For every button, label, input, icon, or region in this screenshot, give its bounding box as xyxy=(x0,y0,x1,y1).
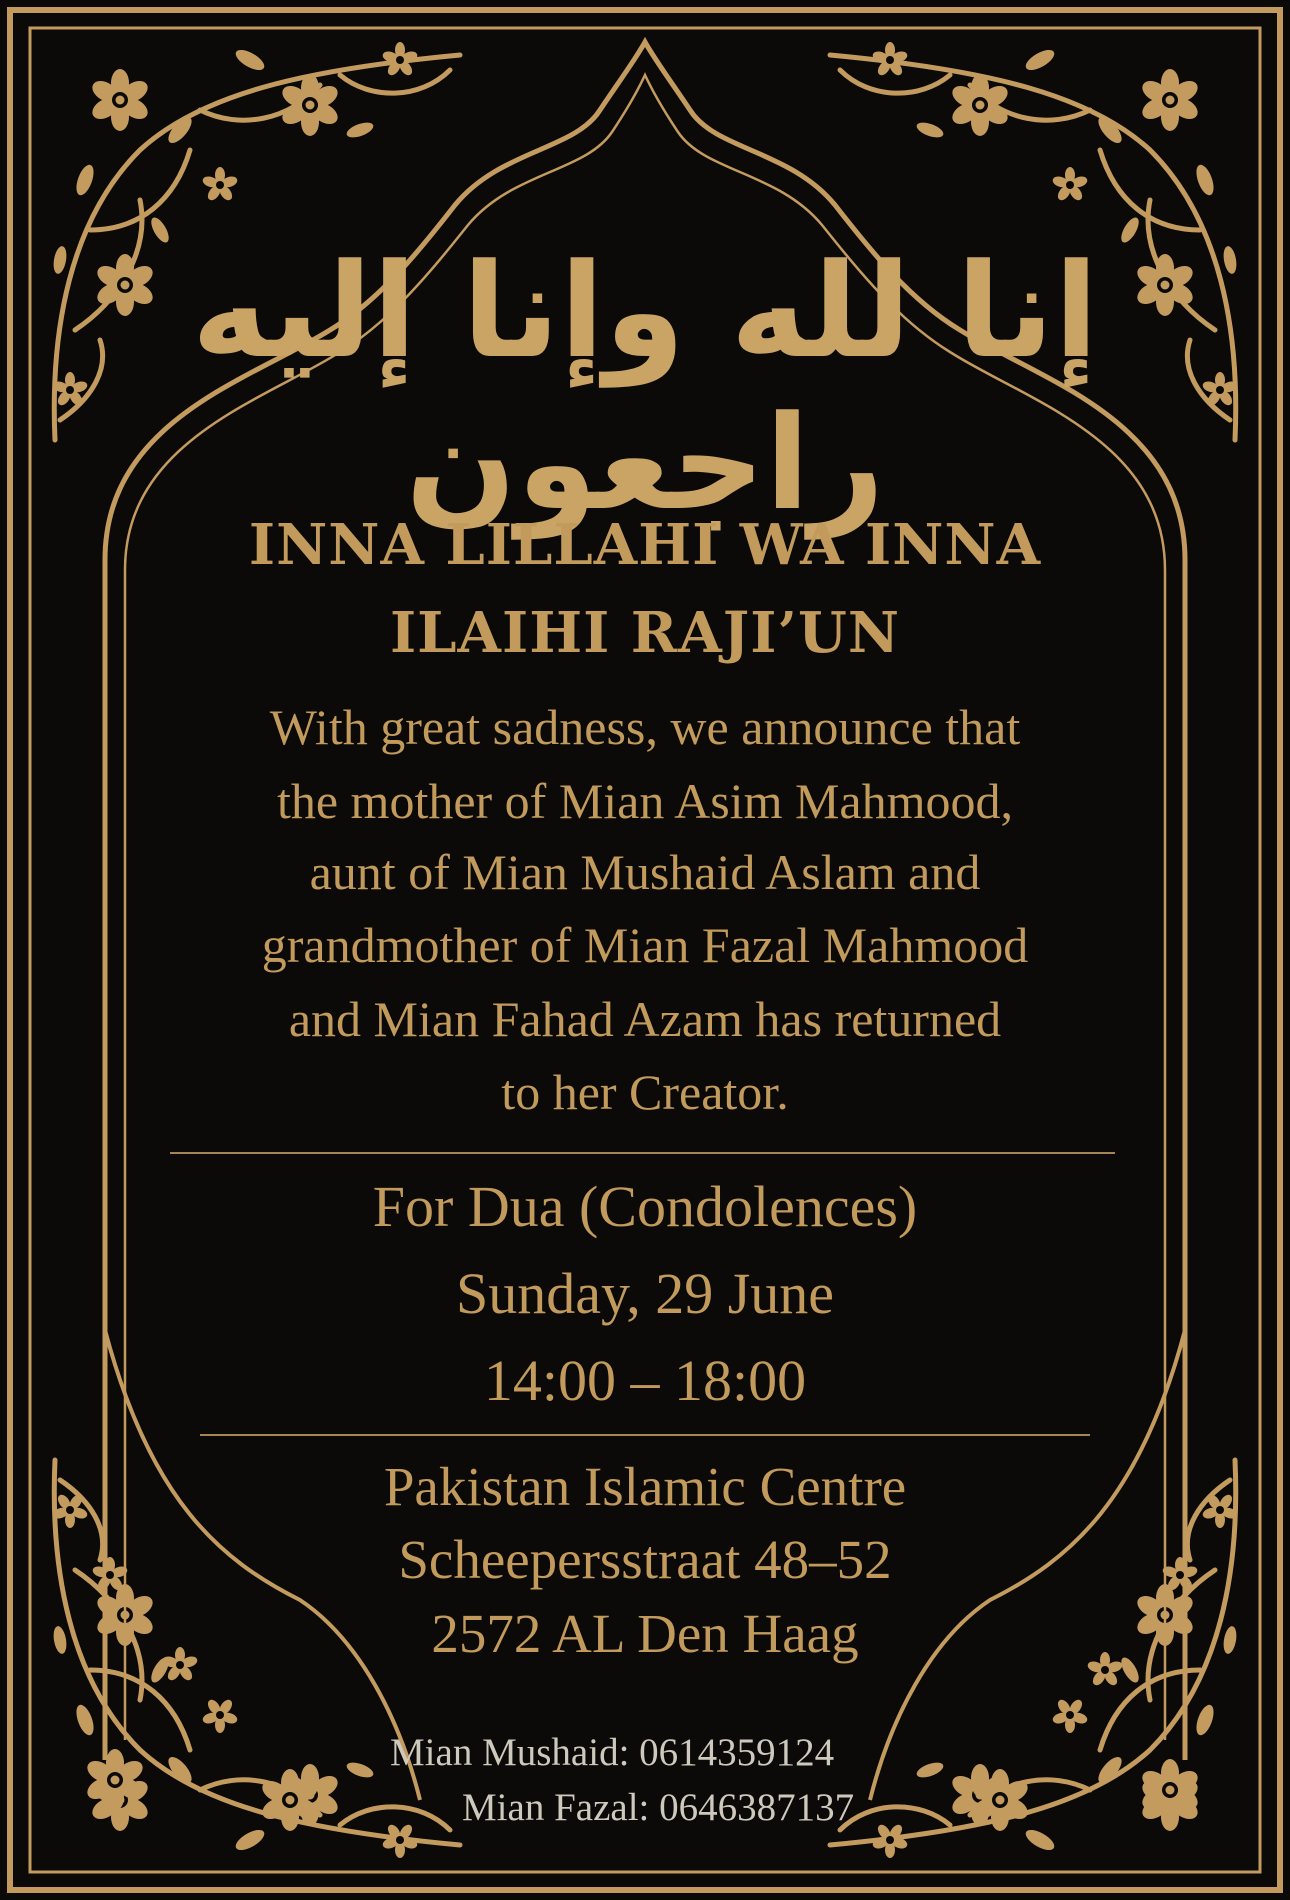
announcement-line: the mother of Mian Asim Mahmood, xyxy=(276,773,1014,829)
dua-date: Sunday, 29 June xyxy=(455,1261,835,1326)
heading-line-2: ILAIHI RAJI’UN xyxy=(389,600,900,666)
dua-title: For Dua (Condolences) xyxy=(372,1174,918,1239)
contact-fazal: Mian Fazal: 0646387137 xyxy=(462,1786,855,1829)
heading-line-1: INNA LILLAHI WA INNA xyxy=(248,512,1042,578)
venue-name: Pakistan Islamic Centre xyxy=(383,1456,907,1517)
contact-mushaid: Mian Mushaid: 0614359124 xyxy=(390,1731,835,1774)
dua-time: 14:00 – 18:00 xyxy=(483,1348,807,1413)
venue-city: 2572 AL Den Haag xyxy=(431,1603,859,1664)
announcement-line: to her Creator. xyxy=(501,1064,789,1120)
venue-street: Scheepersstraat 48–52 xyxy=(398,1529,892,1590)
announcement-line: With great sadness, we announce that xyxy=(269,699,1021,755)
announcement-line: grandmother of Mian Fazal Mahmood xyxy=(261,917,1029,973)
announcement-line: and Mian Fahad Azam has returned xyxy=(288,991,1002,1047)
announcement-line: aunt of Mian Mushaid Aslam and xyxy=(309,844,981,900)
arabic-calligraphy: إنا لله وإنا إليه راجعون xyxy=(191,235,1099,539)
